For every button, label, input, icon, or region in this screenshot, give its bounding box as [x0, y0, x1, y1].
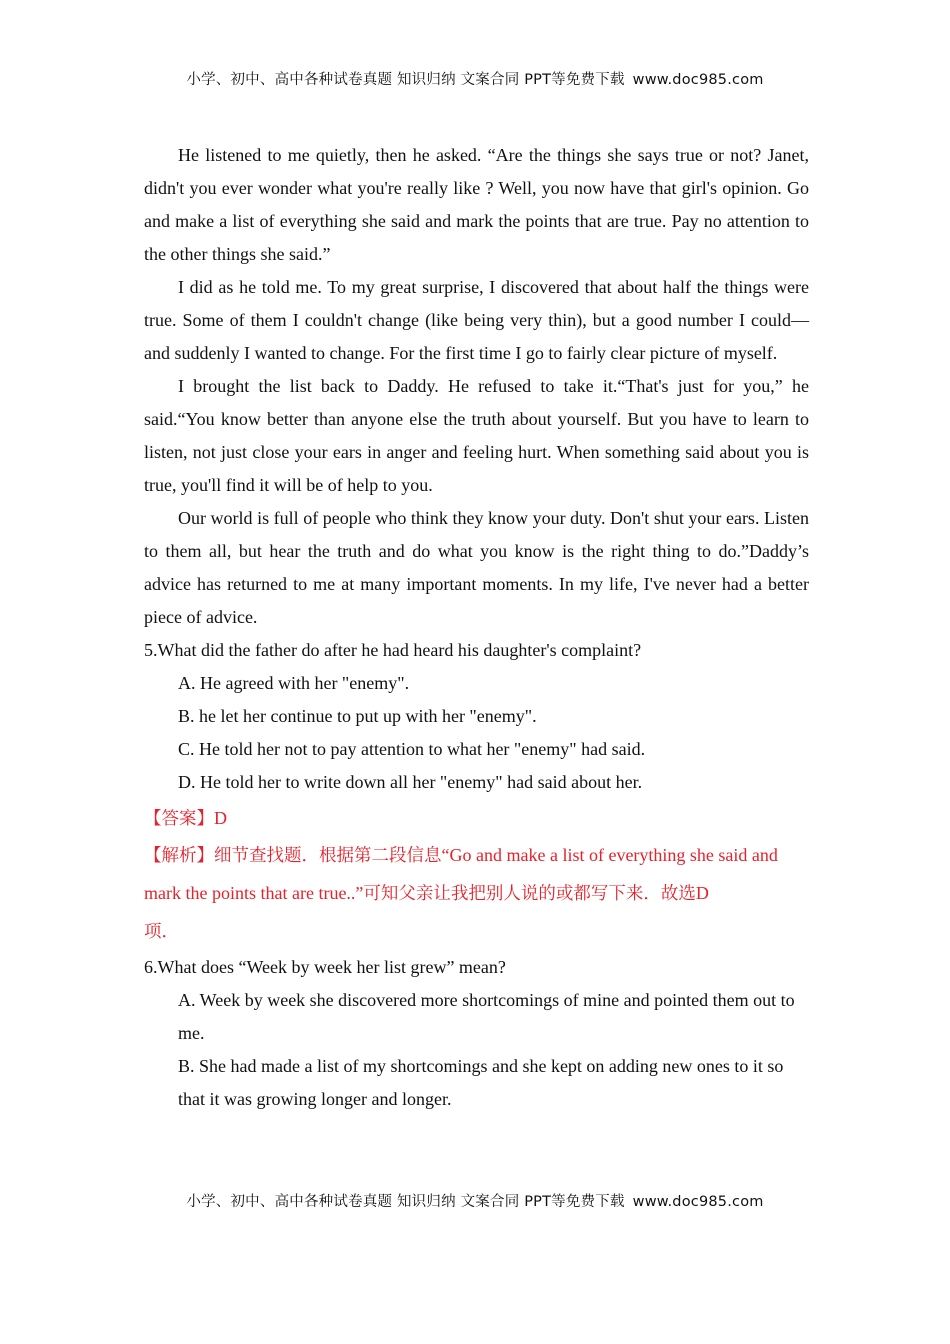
q5-option-a: A. He agreed with her "enemy".	[178, 673, 410, 693]
question-5: 5.What did the father do after he had heard his daughter's complaint?	[144, 640, 642, 660]
analysis-tail: 可知父亲让我把别人说的或都写下来．故选	[363, 884, 696, 904]
paragraph: Our world is full of people who think they know your duty. Don't shut your ears. Listen to them all, but hear the truth and do what you know is the right thing to do.”Daddy’s advice has returned to me at many important moments. In my life, I've never had a better piece of advice.	[144, 508, 809, 627]
analysis-end: 项．	[144, 922, 179, 942]
header-site[interactable]: www.doc985.com	[632, 72, 764, 88]
document-body	[144, 139, 809, 1116]
q6-option-a: A. Week by week she discovered more shortcomings of mine and pointed them out to me.	[178, 990, 795, 1043]
answer-label: 【答案】	[144, 809, 214, 829]
analysis-quote: “Go and make a list of everything she said and mark the points that are true..”	[144, 845, 778, 903]
page-header	[0, 68, 950, 89]
paragraph: I brought the list back to Daddy. He refused to take it.“That's just for you,” he said.“You know better than anyone else the truth about yourself. But you have to learn to listen, not just close your ears in anger and feeling hurt. When something said about you is true, you'll find it will be of help to you.	[144, 376, 809, 495]
answer-value: D	[214, 808, 227, 828]
q6-option-b: B. She had made a list of my shortcomings and she kept on adding new ones to it so that it was growing longer and longer.	[178, 1056, 784, 1109]
header-text: 小学、初中、高中各种试卷真题 知识归纳 文案合同 PPT等免费下载	[186, 72, 625, 88]
q5-option-d: D. He told her to write down all her "enemy" had said about her.	[178, 772, 643, 792]
analysis-label: 【解析】细节查找题．根据第二段信息	[144, 846, 442, 866]
q5-answer	[144, 799, 809, 837]
footer-text: 小学、初中、高中各种试卷真题 知识归纳 文案合同 PPT等免费下载	[186, 1194, 625, 1210]
paragraph: He listened to me quietly, then he asked. “Are the things she says true or not? Janet, didn't you ever wonder what you're really like ? Well, you now have that girl's opinion. Go and make a list of everything she said and mark the points that are true. Pay no attention to the other things she said.”	[144, 145, 809, 264]
page-footer	[0, 1190, 950, 1211]
q5-analysis	[144, 837, 809, 951]
footer-site[interactable]: www.doc985.com	[632, 1194, 764, 1210]
paragraph: I did as he told me. To my great surprise, I discovered that about half the things were true. Some of them I couldn't change (like being very thin), but a good number I could—and suddenly I wanted to change. For the first time I go to fairly clear picture of myself.	[144, 277, 809, 363]
q5-option-c: C. He told her not to pay attention to what her "enemy" had said.	[178, 739, 646, 759]
analysis-choice: D	[695, 883, 709, 903]
q5-option-b: B. he let her continue to put up with her "enemy".	[178, 706, 537, 726]
question-6: 6.What does “Week by week her list grew” mean?	[144, 957, 506, 977]
